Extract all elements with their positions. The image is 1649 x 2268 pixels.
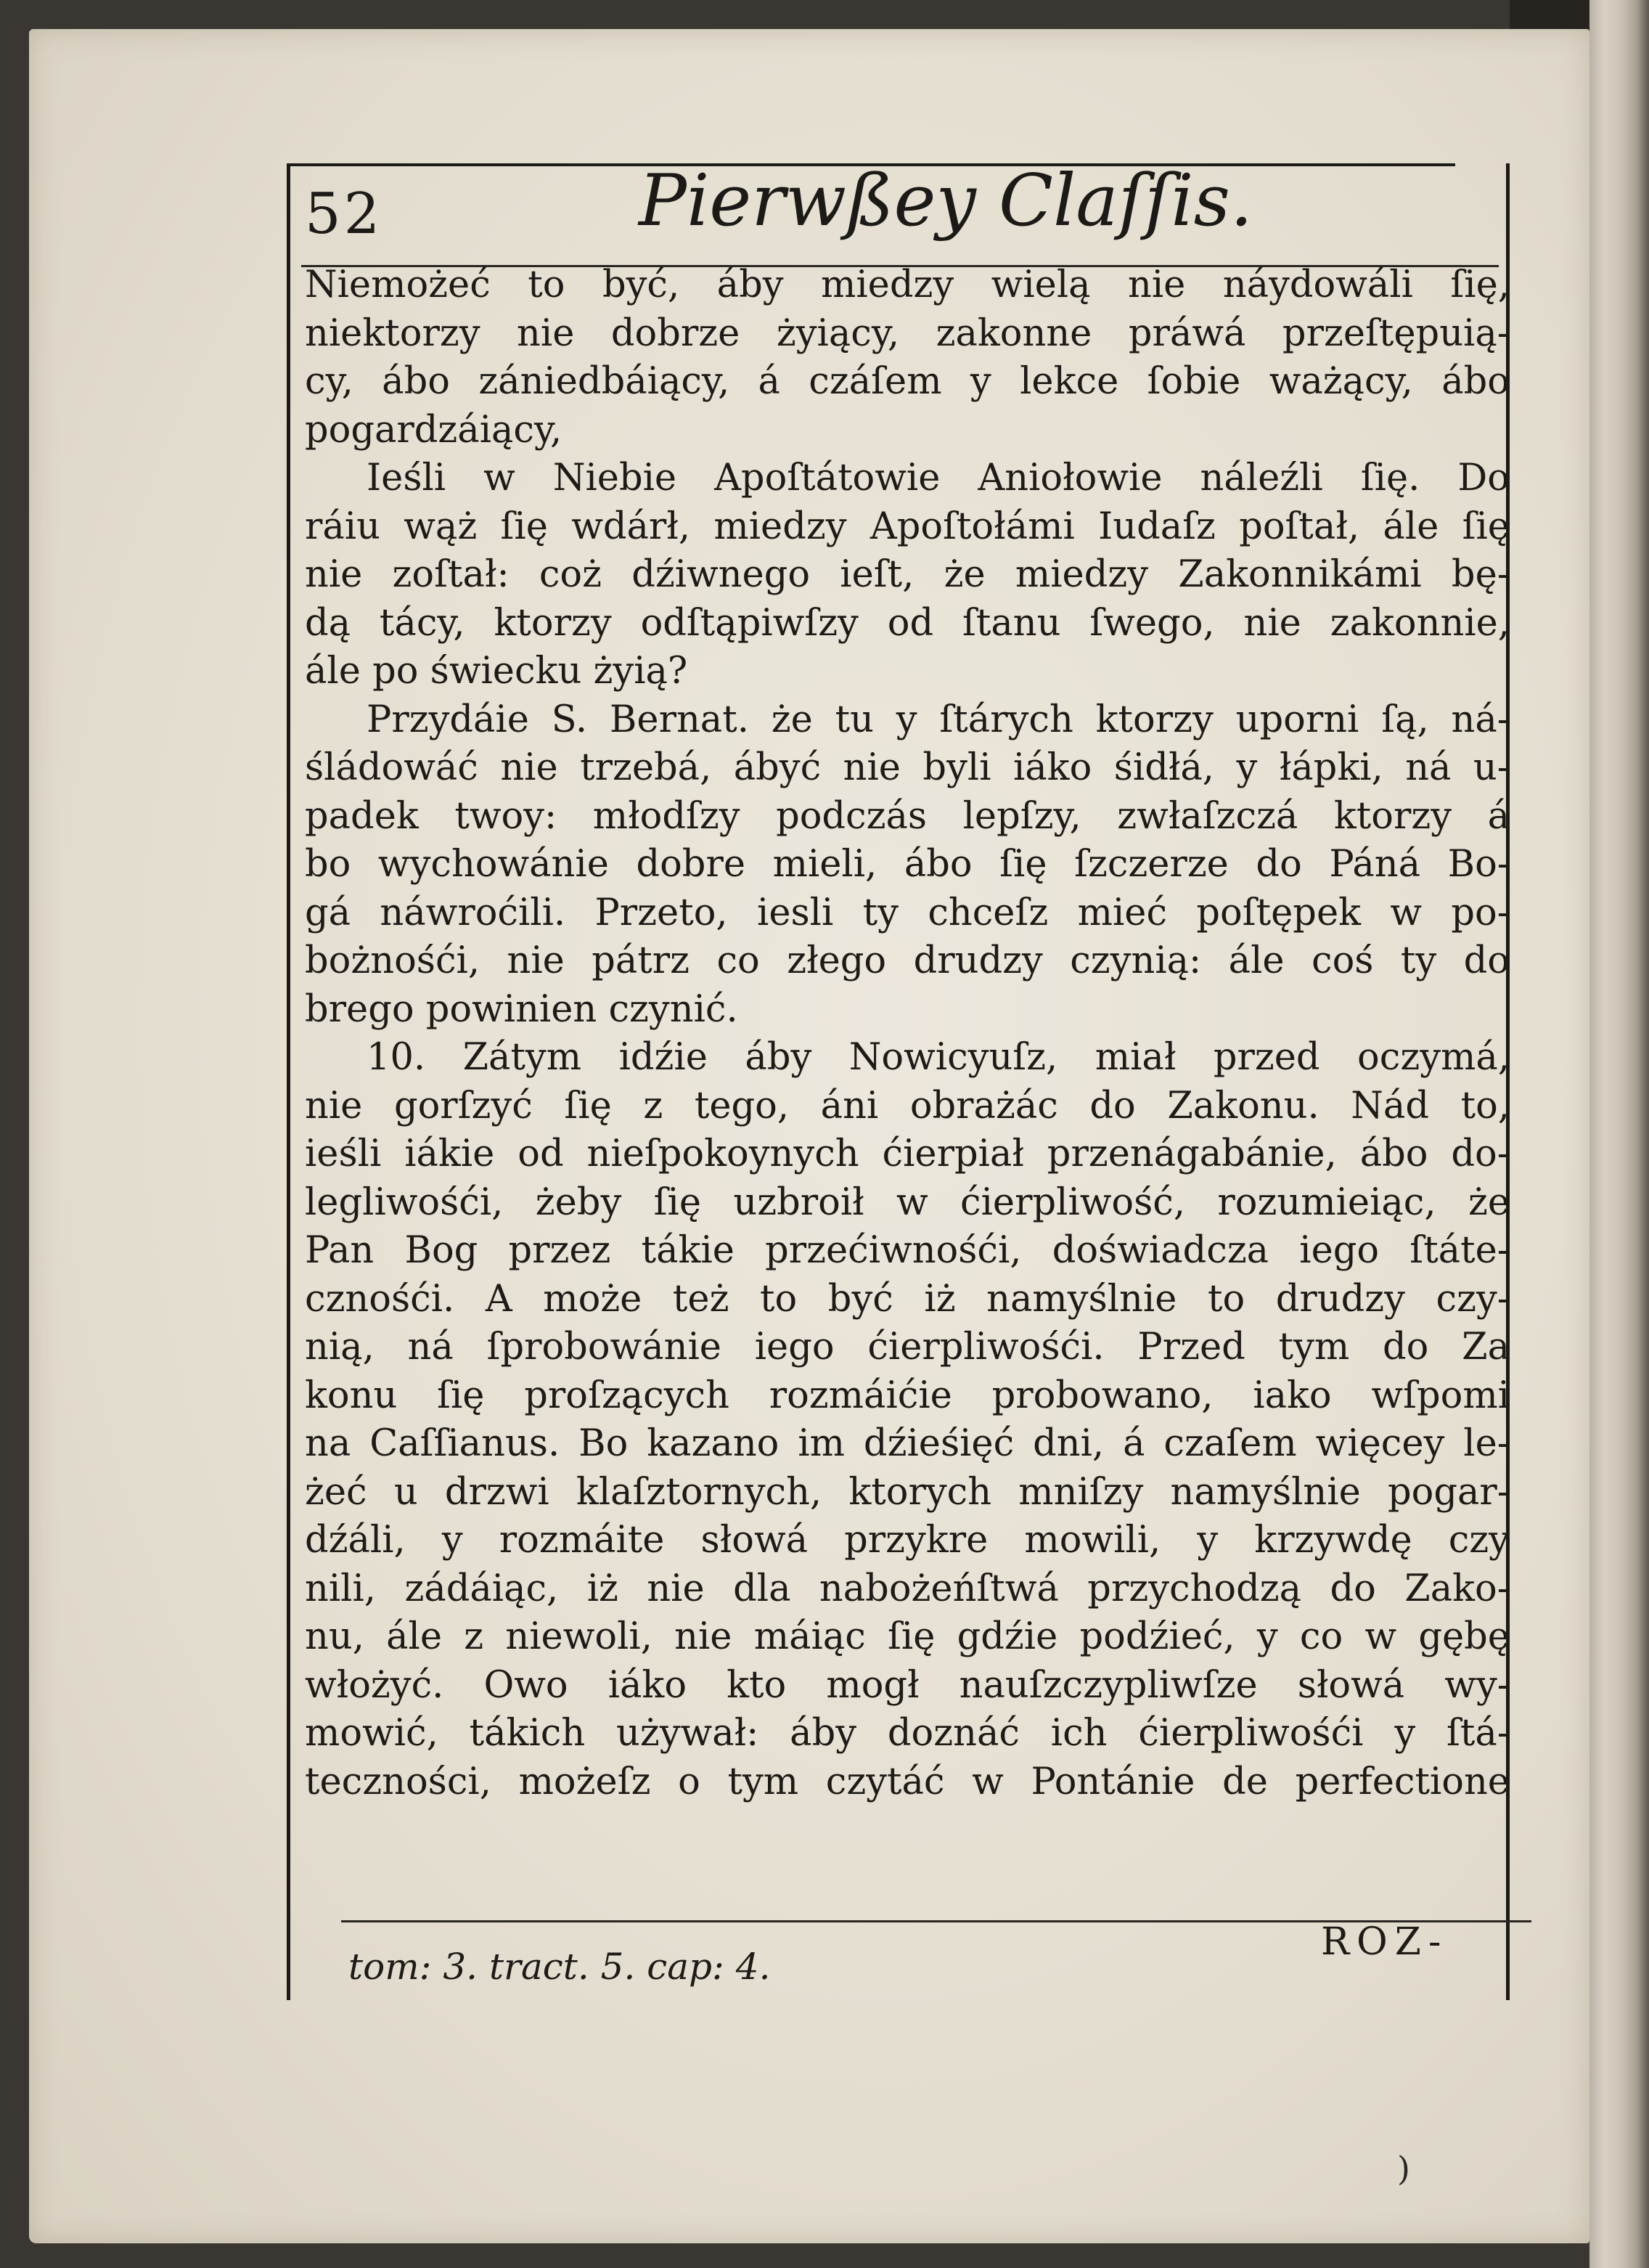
text-line: brego powinien czynić. bbox=[305, 987, 738, 1031]
text-line: Niemożeć to być, áby miedzy wielą nie náydowáli ſię, bbox=[305, 264, 1510, 306]
citation: tom: 3. tract. 5. cap: 4. bbox=[348, 1946, 771, 1988]
text-line: bo wychowánie dobre mieli, ábo ſię ſzczerze do Páná Bo- bbox=[305, 843, 1510, 886]
running-title: Pierwßey Claſſis. bbox=[639, 160, 1253, 242]
book-edge-shadow bbox=[1510, 0, 1589, 29]
text-line: ále po świecku żyią? bbox=[305, 650, 688, 693]
text-line: na Caſſianus. Bo kazano im dźieśięć dni, á czaſem więcey le- bbox=[305, 1422, 1510, 1465]
text-line: dźáli, y rozmáite słowá przykre mowili, y krzywdę czy bbox=[305, 1519, 1510, 1562]
text-line: pogardzáiący, bbox=[305, 408, 562, 452]
text-line: dą tácy, ktorzy odſtąpiwſzy od ſtanu ſwego, nie zakonnie, bbox=[305, 601, 1510, 645]
text-line: nu, ále z niewoli, nie máiąc ſię gdźie podźieć, y co w gębę bbox=[305, 1615, 1510, 1658]
text-line: ráiu wąż ſię wdárł, miedzy Apoſtołámi Iudaſz poſtał, ále ſię bbox=[305, 505, 1510, 548]
body-text bbox=[305, 261, 1510, 1806]
book-edge bbox=[1589, 0, 1649, 2268]
text-line: legliwośći, żeby ſię uzbroił w ćierpliwość, rozumieiąc, że bbox=[305, 1180, 1510, 1224]
text-line: ieśli iákie od nieſpokoynych ćierpiał przenágabánie, ábo do- bbox=[305, 1133, 1510, 1175]
text-line: niektorzy nie dobrze żyiący, zakonne práwá przeſtępuią- bbox=[305, 311, 1510, 355]
catchword: ROZ- bbox=[1321, 1920, 1449, 1964]
text-line: nie zoſtał: coż dźiwnego ieſt, że miedzy Zakonnikámi bę- bbox=[305, 553, 1510, 596]
text-line: żeć u drzwi klaſztornych, ktorych mniſzy namyślnie pogar- bbox=[305, 1470, 1510, 1514]
text-line: mowić, tákich używał: áby doznáć ich ćierpliwośći y ſtá- bbox=[305, 1712, 1510, 1755]
text-line: włożyć. Owo iáko kto mogł nauſzczypliwſze słowá wy- bbox=[305, 1663, 1510, 1707]
text-line: Ieśli w Niebie Apoſtátowie Aniołowie náleźli ſię. Do bbox=[367, 457, 1510, 499]
text-line: teczności, możeſz o tym czytáć w Pontánie de perfectione bbox=[305, 1760, 1510, 1803]
text-line: nili, zádáiąc, iż nie dla nabożeńſtwá przychodzą do Zako- bbox=[305, 1567, 1510, 1610]
text-line: 10. Zátym idźie áby Nowicyuſz, miał przed oczymá, bbox=[367, 1036, 1510, 1079]
page-number: 52 bbox=[305, 181, 383, 247]
text-line: padek twoy: młodſzy podczás lepſzy, zwłaſzczá ktorzy á bbox=[305, 794, 1510, 838]
text-line: cznośći. A może też to być iż namyślnie to drudzy czy- bbox=[305, 1277, 1510, 1321]
text-line: nią, ná ſprobowánie iego ćierpliwośći. Przed tym do Za bbox=[305, 1326, 1510, 1368]
text-line: śládowáć nie trzebá, ábyć nie byli iáko śidłá, y łápki, ná u- bbox=[305, 746, 1510, 789]
text-line: nie gorſzyć ſię z tego, áni obrażác do Zakonu. Nád to, bbox=[305, 1084, 1510, 1127]
text-line: bożnośći, nie pátrz co złego drudzy czynią: ále coś ty do bbox=[305, 939, 1510, 982]
text-line: Pan Bog przez tákie przećiwnośći, doświadcza iego ſtáte- bbox=[305, 1229, 1510, 1272]
text-line: konu ſię proſzących rozmáićie probowano, iako wſpomi bbox=[305, 1374, 1510, 1417]
text-line: Przydáie S. Bernat. że tu y ſtárych ktorzy uporni ſą, ná- bbox=[367, 698, 1510, 741]
text-line: gá náwroćili. Przeto, iesli ty chceſz mieć poſtępek w po- bbox=[305, 891, 1510, 934]
stray-mark: ) bbox=[1397, 2149, 1410, 2188]
text-line: cy, ábo zániedbáiący, á czáſem y lekce ſobie ważący, ábo bbox=[305, 360, 1510, 403]
